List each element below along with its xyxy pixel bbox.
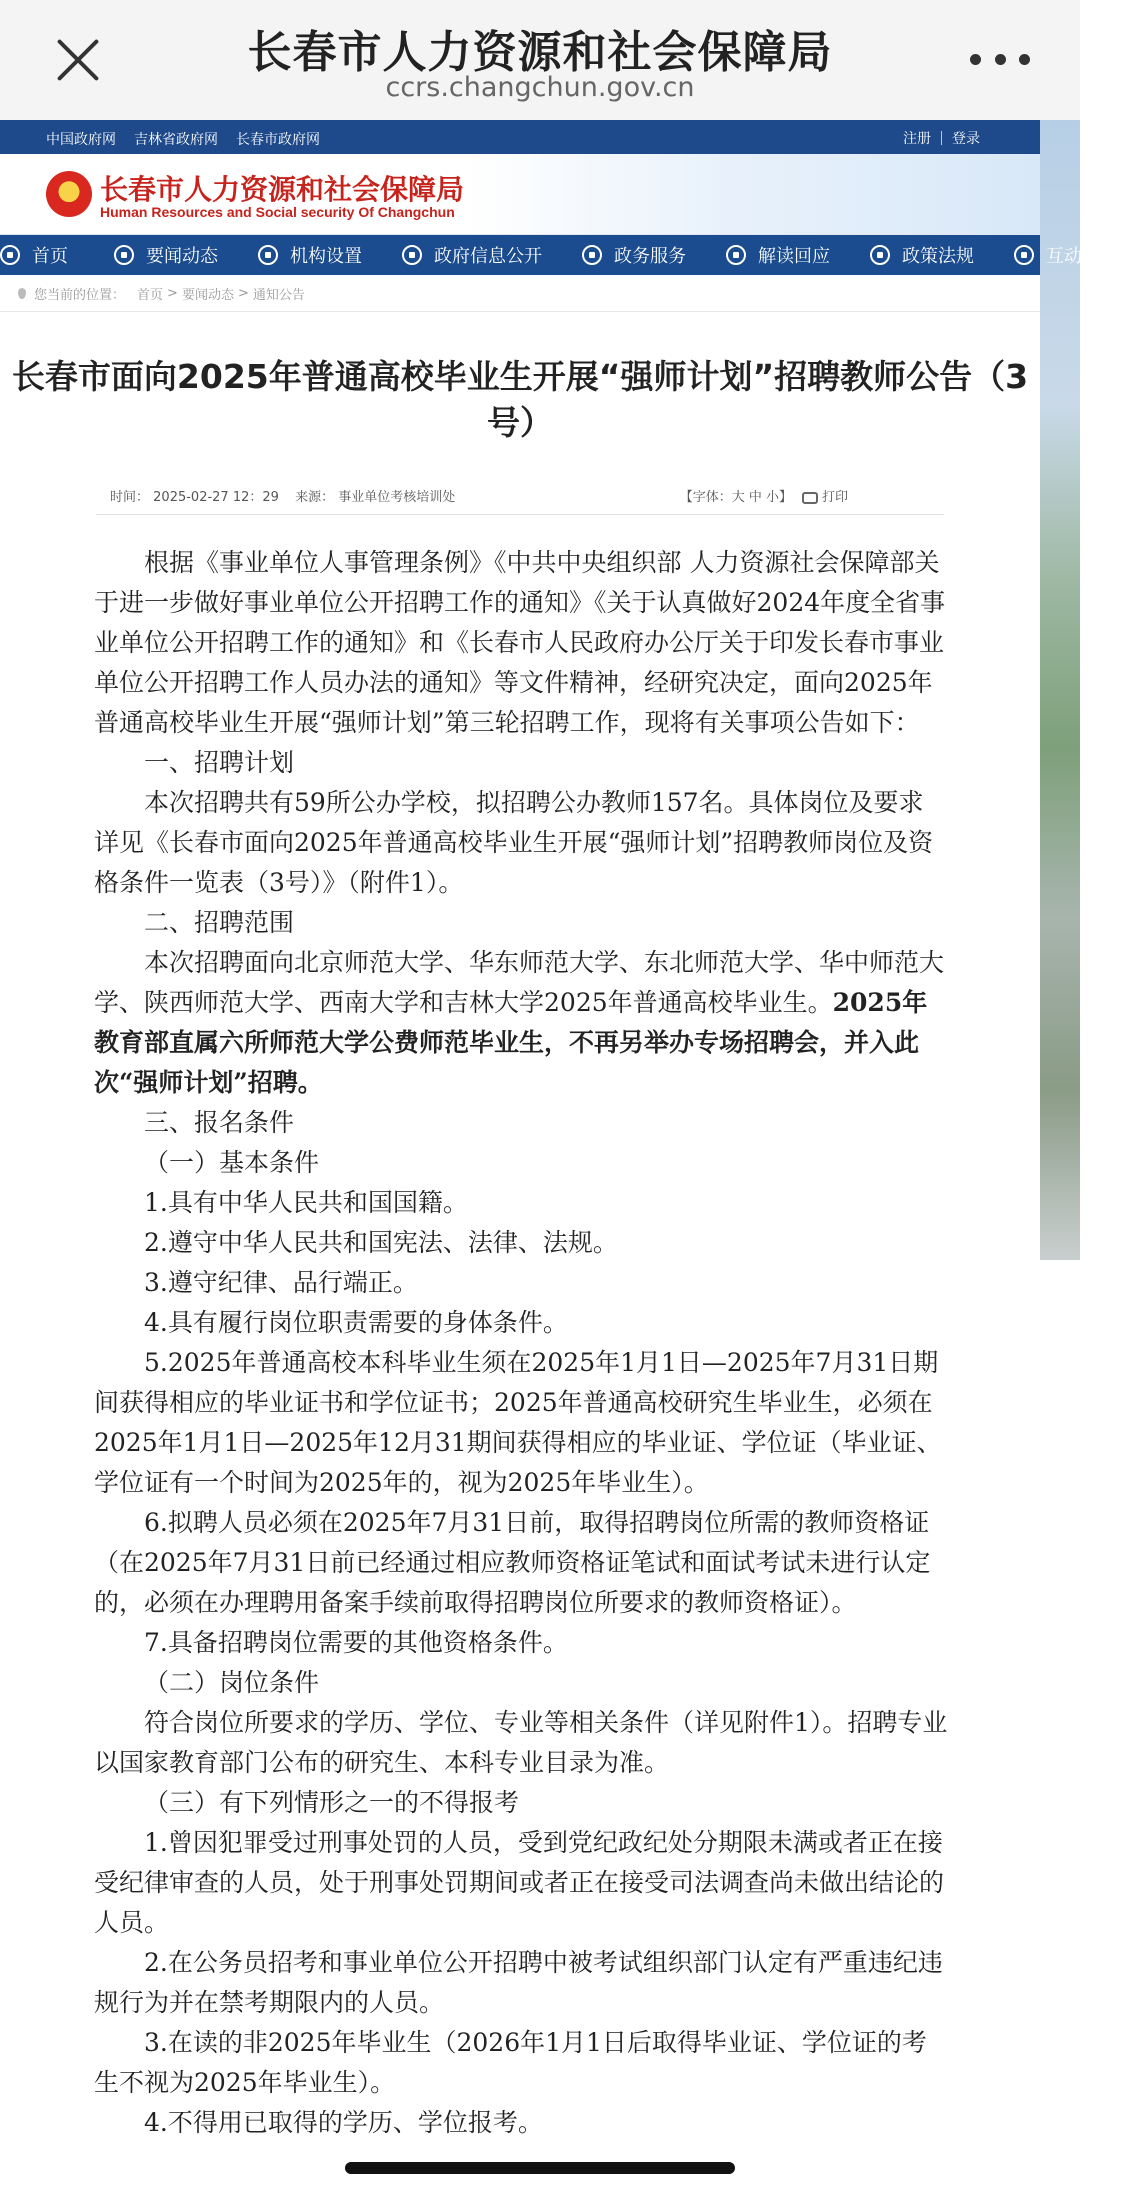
subsection-heading: （一）基本条件: [144, 1148, 320, 1177]
breadcrumb-sep: >: [237, 285, 249, 301]
document-icon: [402, 245, 422, 265]
nav-interpretation[interactable]: [704, 242, 848, 268]
site-banner: [0, 154, 1040, 235]
nav-interaction[interactable]: [992, 242, 1136, 268]
exclusion-item: 3.在读的非2025年毕业生（2026年1月1日后取得毕业证、学位证的考生不视为2025年毕业生）。: [94, 2028, 927, 2097]
condition-item: 2.遵守中华人民共和国宪法、法律、法规。: [144, 1228, 618, 1257]
article-meta: [96, 480, 944, 515]
paragraph: [94, 943, 948, 1103]
section-heading: 一、招聘计划: [144, 748, 295, 777]
printer-icon: [802, 492, 818, 504]
subsection-heading: （二）岗位条件: [144, 1668, 320, 1697]
print-button[interactable]: [802, 486, 848, 505]
nav-services[interactable]: [560, 242, 704, 268]
breadcrumb-section[interactable]: 要闻动态: [181, 287, 234, 303]
link-jilin-gov[interactable]: 吉林省政府网: [134, 132, 218, 148]
condition-item: 1.具有中华人民共和国国籍。: [144, 1188, 468, 1217]
exclusion-item: 1.曾因犯罪受过刑事处罚的人员，受到党纪政纪处分期限未满或者正在接受纪律审查的人员，处于刑事处罚期间或者正在接受司法调查尚未做出结论的人员。: [94, 1828, 945, 1937]
paragraph-bold-text: 2025年教育部直属六所师范大学公费师范毕业生，不再另举办专场招聘会，并入此次“强师计划”招聘。: [94, 988, 928, 1097]
print-label: 打印: [821, 490, 848, 505]
nav-label: 解读回应: [758, 246, 830, 267]
article-source: 事业单位考核培训处: [338, 490, 456, 505]
browser-header: [0, 0, 1080, 121]
service-icon: [582, 245, 602, 265]
condition-item: 5.2025年普通高校本科毕业生须在2025年1月1日—2025年7月31日期间获得相应的毕业证书和学位证书；2025年普通高校研究生毕业生，必须在2025年1月1日—2025年12月31期间获得相应的毕业证、学位证（毕业证、学位证有一个时间为2025年的，视为2025年毕业生）。: [94, 1348, 942, 1497]
nav-news[interactable]: [86, 242, 236, 268]
breadcrumb-label: 您当前的位置：: [34, 287, 126, 303]
time-label: 时间：: [110, 490, 150, 505]
nav-home[interactable]: [0, 242, 86, 268]
article-title: 长春市面向2025年普通高校毕业生开展“强师计划”招聘教师公告（3号）: [11, 357, 1029, 442]
article-body: [94, 543, 948, 2143]
nav-organization[interactable]: [236, 242, 380, 268]
background-image: [1040, 120, 1080, 1260]
chat-icon: [726, 245, 746, 265]
nav-label: 机构设置: [290, 246, 362, 267]
more-options-icon[interactable]: [970, 54, 1030, 66]
subsection-heading: （三）有下列情形之一的不得报考: [144, 1788, 520, 1817]
login-link[interactable]: 登录: [952, 131, 980, 147]
condition-item: 4.具有履行岗位职责需要的身体条件。: [144, 1308, 568, 1337]
nav-label: 政务服务: [614, 246, 686, 267]
nav-label: 首页: [32, 246, 68, 267]
nav-policy[interactable]: [848, 242, 992, 268]
paragraph: 本次招聘共有59所公办学校，拟招聘公办教师157名。具体岗位及要求详见《长春市面向2025年普通高校毕业生开展“强师计划”招聘教师岗位及资格条件一览表（3号）》（附件1）。: [94, 788, 934, 897]
condition-item: 7.具备招聘岗位需要的其他资格条件。: [144, 1628, 568, 1657]
font-size-switch[interactable]: 【字体：大 中 小】: [679, 490, 792, 505]
site-name[interactable]: 长春市人力资源和社会保障局: [100, 173, 465, 206]
nav-label: 要闻动态: [146, 246, 218, 267]
nav-label: 政府信息公开: [434, 246, 542, 267]
link-gov[interactable]: 中国政府网: [46, 132, 116, 148]
section-heading: 三、报名条件: [144, 1108, 295, 1137]
nav-label: 政策法规: [902, 246, 974, 267]
building-icon: [258, 245, 278, 265]
paragraph: 符合岗位所要求的学历、学位、专业等相关条件（详见附件1）。招聘专业以国家教育部门公布的研究生、本科专业目录为准。: [94, 1708, 948, 1777]
main-nav: [0, 235, 1118, 275]
exclusion-item: 4.不得用已取得的学历、学位报考。: [144, 2108, 543, 2137]
section-heading: 二、招聘范围: [144, 908, 295, 937]
site-name-english: Human Resources and Social security Of Changchun: [100, 204, 455, 220]
divider: [941, 131, 942, 145]
exclusion-item: 2.在公务员招考和事业单位公开招聘中被考试组织部门认定有严重违纪违规行为并在禁考期限内的人员。: [94, 1948, 943, 2017]
top-links-bar: [0, 120, 1040, 154]
website: [0, 120, 1118, 2143]
breadcrumb-home[interactable]: 首页: [137, 287, 164, 303]
source-label: 来源：: [295, 490, 335, 505]
breadcrumb-sep: >: [167, 285, 178, 301]
paragraph-text: 本次招聘面向北京师范大学、华东师范大学、东北师范大学、华中师范大学、陕西师范大学、西南大学和吉林大学2025年普通高校毕业生。: [94, 948, 945, 1017]
breadcrumb-page[interactable]: 通知公告: [252, 287, 305, 303]
paragraph: 根据《事业单位人事管理条例》《中共中央组织部 人力资源社会保障部关于进一步做好事业单位公开招聘工作的通知》《关于认真做好2024年度全省事业单位公开招聘工作的通知》和《长春市人民政府办公厅关于印发长春市事业单位公开招聘工作人员办法的通知》等文件精神，经研究决定，面向2025年普通高校毕业生开展“强师计划”第三轮招聘工作，现将有关事项公告如下：: [94, 548, 946, 737]
close-icon[interactable]: [52, 34, 104, 86]
interaction-icon: [1014, 245, 1034, 265]
law-icon: [870, 245, 890, 265]
breadcrumb: [0, 275, 1040, 312]
nav-info-disclosure[interactable]: [380, 242, 560, 268]
register-link[interactable]: 注册: [903, 131, 931, 147]
home-icon: [0, 245, 20, 265]
home-indicator[interactable]: [345, 2162, 735, 2174]
link-changchun-gov[interactable]: 长春市政府网: [236, 132, 320, 148]
condition-item: 3.遵守纪律、品行端正。: [144, 1268, 418, 1297]
browser-title: 长春市人力资源和社会保障局: [247, 27, 833, 78]
nav-label: 互动交流: [1046, 246, 1118, 267]
news-icon: [114, 245, 134, 265]
location-pin-icon: [18, 288, 26, 299]
national-emblem-icon: [46, 171, 92, 217]
condition-item: 6.拟聘人员必须在2025年7月31日前，取得招聘岗位所需的教师资格证（在2025年7月31日前已经通过相应教师资格证笔试和面试考试未进行认定的，必须在办理聘用备案手续前取得招聘岗位所要求的教师资格证）。: [94, 1508, 931, 1617]
publish-time: 2025-02-27 12：29: [153, 490, 279, 505]
browser-url: ccrs.changchun.gov.cn: [385, 72, 695, 103]
